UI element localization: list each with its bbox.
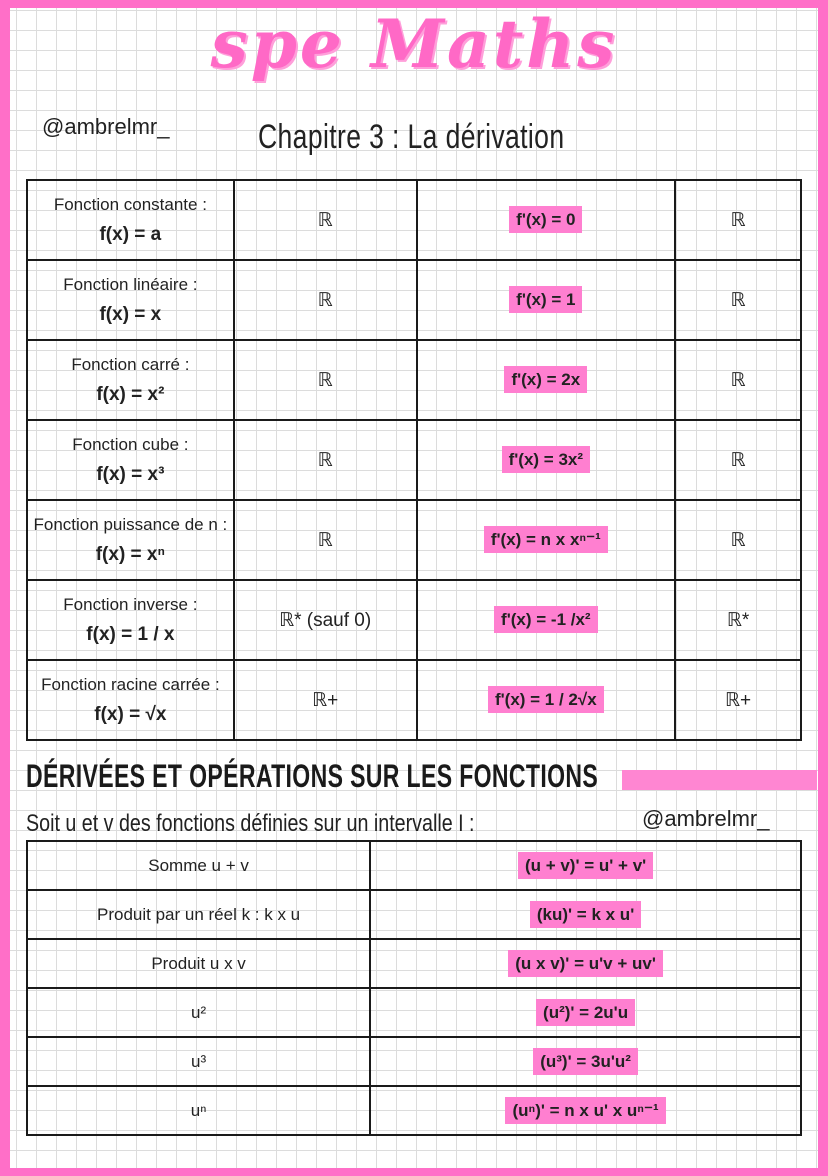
derivative-cell — [417, 180, 676, 260]
function-expression: f(x) = x — [99, 304, 162, 325]
derivative-cell — [417, 500, 676, 580]
function-expression: f(x) = x³ — [96, 464, 165, 485]
derivability-domain: ℝ — [675, 340, 801, 420]
author-handle-top: @ambrelmr_ — [42, 114, 170, 139]
operation-label: Produit u x v — [27, 939, 370, 988]
function-row — [27, 340, 801, 420]
function-name: Fonction constante : — [53, 195, 207, 214]
derivability-domain: ℝ — [675, 260, 801, 340]
operations-table — [26, 840, 802, 1136]
derivative-formula: f'(x) = 1 / 2√x — [488, 686, 604, 713]
derivability-domain: ℝ — [675, 420, 801, 500]
operation-result: (u + v)' = u' + v' — [518, 852, 653, 879]
definition-domain: ℝ — [234, 340, 417, 420]
derivative-cell — [417, 660, 676, 740]
operation-row — [27, 1086, 801, 1135]
operation-row — [27, 1037, 801, 1086]
function-name-cell — [27, 340, 234, 420]
function-row — [27, 660, 801, 740]
function-expression: f(x) = a — [99, 224, 162, 245]
function-expression: f(x) = 1 / x — [86, 624, 175, 645]
definition-domain: ℝ* (sauf 0) — [234, 580, 417, 660]
section-intro: Soit u et v des fonctions définies sur un intervalle I : — [26, 810, 475, 837]
definition-domain: ℝ — [234, 260, 417, 340]
derivative-cell — [417, 580, 676, 660]
operation-result-cell — [370, 841, 801, 890]
derivability-domain: ℝ* — [675, 580, 801, 660]
function-row — [27, 260, 801, 340]
function-expression: f(x) = √x — [94, 704, 167, 725]
operation-label: uⁿ — [27, 1086, 370, 1135]
operation-result: (u³)' = 3u'u² — [533, 1048, 638, 1075]
operation-result: (uⁿ)' = n x u' x uⁿ⁻¹ — [505, 1097, 665, 1124]
definition-domain: ℝ — [234, 420, 417, 500]
derivative-cell — [417, 420, 676, 500]
operation-result-cell — [370, 1037, 801, 1086]
definition-domain: ℝ — [234, 500, 417, 580]
derivability-domain: ℝ — [675, 180, 801, 260]
function-expression: f(x) = xⁿ — [95, 544, 166, 565]
function-row — [27, 580, 801, 660]
function-row — [27, 420, 801, 500]
derivative-formula: f'(x) = 3x² — [502, 446, 590, 473]
operation-result-cell — [370, 890, 801, 939]
definition-domain: ℝ — [234, 180, 417, 260]
function-name: Fonction linéaire : — [63, 275, 198, 294]
function-name-cell — [27, 180, 234, 260]
derivative-formula: f'(x) = -1 /x² — [494, 606, 598, 633]
function-name: Fonction cube : — [72, 435, 189, 454]
derivative-formula: f'(x) = 1 — [509, 286, 582, 313]
operation-result-cell — [370, 939, 801, 988]
function-name: Fonction puissance de n : — [33, 515, 228, 534]
function-name: Fonction carré : — [71, 355, 190, 374]
operation-result: (ku)' = k x u' — [530, 901, 641, 928]
function-name-cell — [27, 420, 234, 500]
definition-domain: ℝ+ — [234, 660, 417, 740]
function-name-cell — [27, 260, 234, 340]
functions-table — [26, 179, 802, 741]
operation-result: (u x v)' = u'v + uv' — [508, 950, 663, 977]
chapter-title: Chapitre 3 : La dérivation — [258, 118, 565, 156]
derivative-cell — [417, 260, 676, 340]
function-name-cell — [27, 660, 234, 740]
operation-label: u³ — [27, 1037, 370, 1086]
function-name: Fonction inverse : — [63, 595, 198, 614]
operation-label: Produit par un réel k : k x u — [27, 890, 370, 939]
operation-row — [27, 890, 801, 939]
operation-row — [27, 988, 801, 1037]
operation-row — [27, 939, 801, 988]
section-title: DÉRIVÉES ET OPÉRATIONS SUR LES FONCTIONS — [26, 758, 599, 794]
derivative-formula: f'(x) = 2x — [504, 366, 587, 393]
operation-label: u² — [27, 988, 370, 1037]
author-handle-bottom: @ambrelmr_ — [642, 806, 770, 831]
page-title: spe Maths — [210, 5, 618, 83]
operation-label: Somme u + v — [27, 841, 370, 890]
derivative-cell — [417, 340, 676, 420]
derivative-formula: f'(x) = 0 — [509, 206, 582, 233]
derivability-domain: ℝ — [675, 500, 801, 580]
operation-result-cell — [370, 1086, 801, 1135]
function-expression: f(x) = x² — [96, 384, 165, 405]
highlight-bar — [622, 770, 817, 790]
operation-result: (u²)' = 2u'u — [536, 999, 635, 1026]
function-name-cell — [27, 580, 234, 660]
derivative-formula: f'(x) = n x xⁿ⁻¹ — [484, 526, 608, 553]
function-row — [27, 500, 801, 580]
operation-row — [27, 841, 801, 890]
operation-result-cell — [370, 988, 801, 1037]
function-name-cell — [27, 500, 234, 580]
function-name: Fonction racine carrée : — [41, 675, 220, 694]
function-row — [27, 180, 801, 260]
derivability-domain: ℝ+ — [675, 660, 801, 740]
